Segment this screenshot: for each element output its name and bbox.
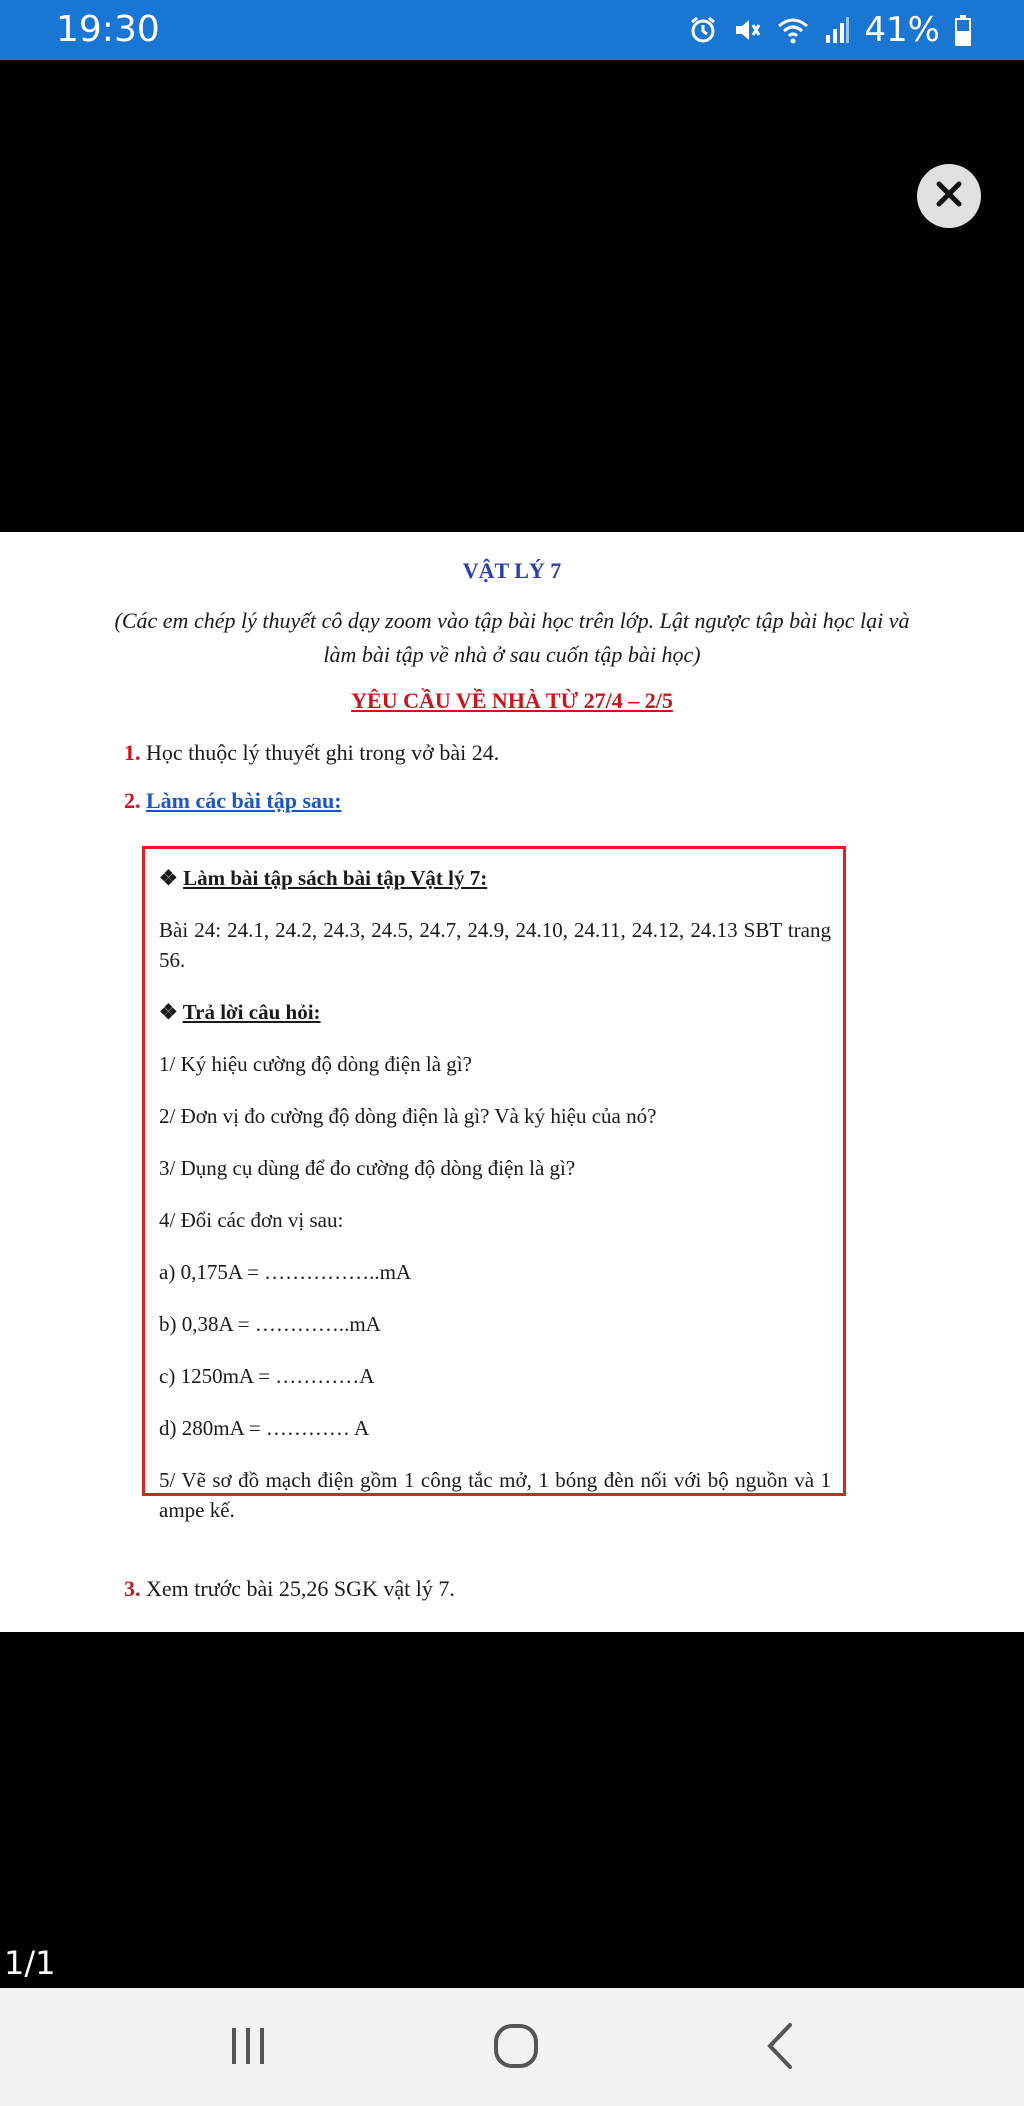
task-box — [142, 846, 846, 1522]
close-button[interactable] — [917, 164, 981, 228]
item-1 — [124, 740, 499, 766]
page-counter: 1/1 — [4, 1944, 56, 1982]
home-button[interactable] — [476, 2018, 556, 2078]
item-text: Học thuộc lý thuyết ghi trong vở bài 24. — [140, 740, 500, 765]
item-number: 3. — [124, 1576, 141, 1601]
status-time: 19:30 — [56, 9, 160, 50]
item-number: 2. — [124, 788, 141, 813]
recents-button[interactable] — [208, 2018, 288, 2078]
close-icon — [934, 179, 964, 214]
image-viewer — [0, 60, 1024, 1988]
back-icon — [762, 2021, 798, 2076]
battery-percent: 41% — [864, 10, 940, 50]
homework-heading: YÊU CẦU VỀ NHÀ TỪ 27/4 – 2/5 — [351, 688, 673, 713]
section-heading-sbt: ❖ Làm bài tập sách bài tập Vật lý 7: — [159, 866, 488, 890]
bullet-icon: ❖ — [159, 1000, 178, 1024]
question: 3/ Dụng cụ dùng để đo cường độ dòng điện là gì? — [159, 1156, 576, 1180]
back-button[interactable] — [740, 2018, 820, 2078]
conversion-item: b) 0,38A = …………..mA — [159, 1312, 381, 1336]
section-heading-questions: ❖ Trả lời câu hỏi: — [159, 1000, 321, 1024]
question: 5/ Vẽ sơ đồ mạch điện gồm 1 công tắc mở, 1 bóng đèn nối với bộ nguồn và 1 ampe kế. — [159, 1468, 831, 1522]
wifi-icon — [776, 15, 810, 45]
mute-icon — [732, 15, 762, 45]
conversion-item: d) 280mA = ………… A — [159, 1416, 370, 1440]
exercise-list: Bài 24: 24.1, 24.2, 24.3, 24.5, 24.7, 24.9, 24.10, 24.11, 24.12, 24.13 SBT trang 56. — [159, 918, 831, 972]
question: 1/ Ký hiệu cường độ dòng điện là gì? — [159, 1052, 472, 1076]
item-text: Làm các bài tập sau: — [146, 788, 342, 813]
document-note: (Các em chép lý thuyết cô dạy zoom vào tập bài học trên lớp. Lật ngược tập bài học lại và làm bài tập về nhà ở sau cuốn tập bài học) — [114, 608, 910, 667]
document-title: VẬT LÝ 7 — [462, 558, 562, 583]
conversion-item: a) 0,175A = ……………..mA — [159, 1260, 412, 1284]
status-icons — [688, 8, 972, 52]
conversion-item: c) 1250mA = …………A — [159, 1364, 375, 1388]
question: 4/ Đổi các đơn vị sau: — [159, 1208, 344, 1232]
home-icon — [491, 2021, 541, 2076]
document-image[interactable] — [0, 532, 1024, 1632]
status-bar — [0, 0, 1024, 60]
battery-icon — [954, 14, 972, 46]
recents-icon — [228, 2024, 268, 2073]
navigation-bar — [0, 1988, 1024, 2106]
item-2 — [124, 788, 342, 814]
signal-icon — [824, 15, 850, 45]
bullet-icon: ❖ — [159, 866, 178, 890]
alarm-icon — [688, 15, 718, 45]
item-3 — [124, 1576, 455, 1602]
question: 2/ Đơn vị đo cường độ dòng điện là gì? Và ký hiệu của nó? — [159, 1104, 657, 1128]
item-text: Xem trước bài 25,26 SGK vật lý 7. — [140, 1576, 455, 1601]
item-number: 1. — [124, 740, 141, 765]
